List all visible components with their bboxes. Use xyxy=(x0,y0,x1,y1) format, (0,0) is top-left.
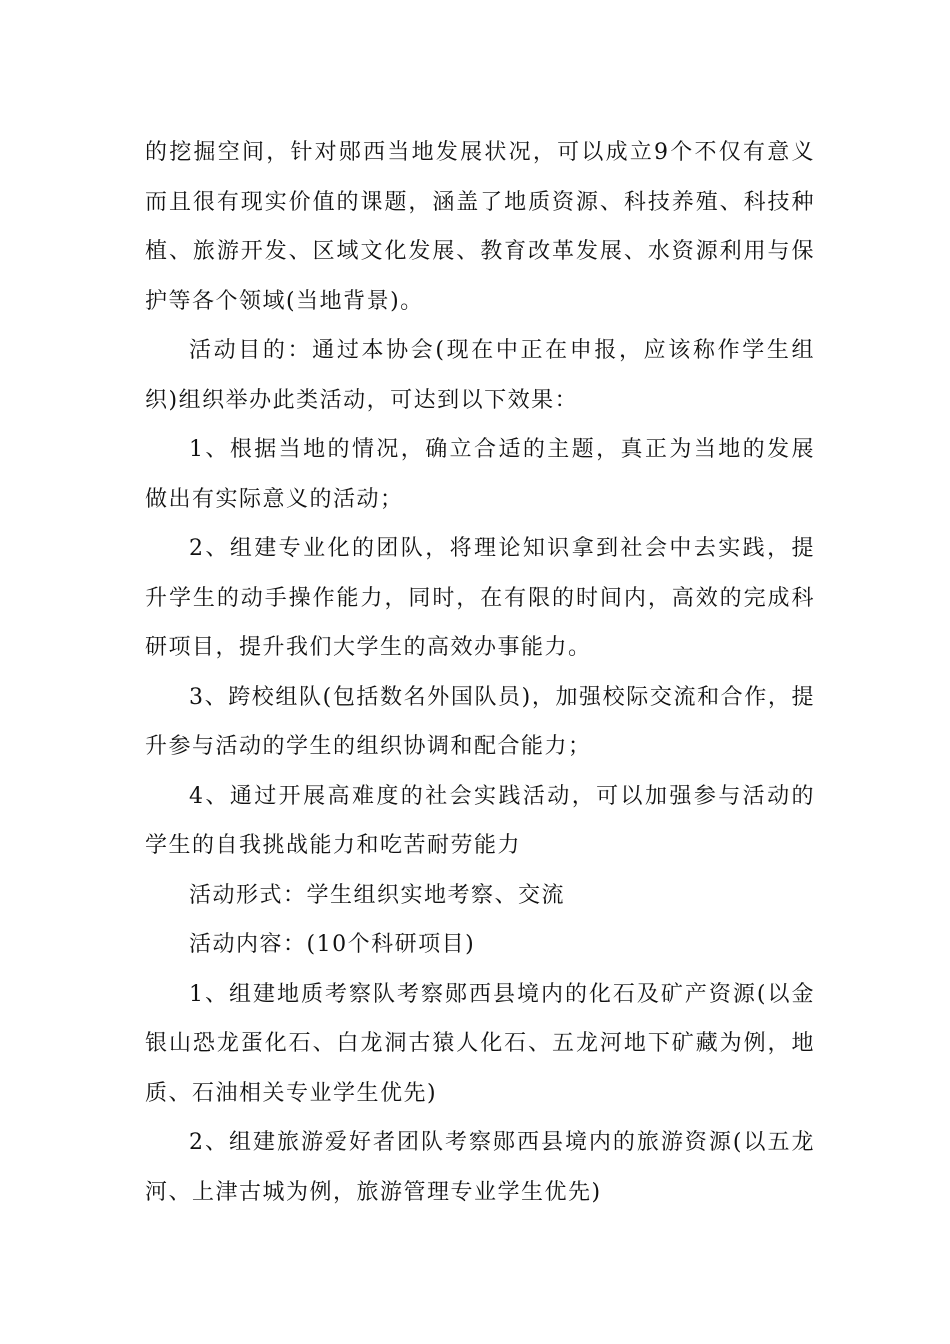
paragraph-content-item-2: 2、组建旅游爱好者团队考察郧西县境内的旅游资源(以五龙河、上津古城为例，旅游管理专业学生优先) xyxy=(145,1130,815,1205)
paragraph-purpose-item-4: 4、通过开展高难度的社会实践活动，可以加强参与活动的学生的自我挑战能力和吃苦耐劳能力 xyxy=(145,783,815,858)
paragraph-activity-content: 活动内容：(10个科研项目) xyxy=(189,932,476,957)
paragraph-purpose-item-1: 1、根据当地的情况，确立合适的主题，真正为当地的发展做出有实际意义的活动； xyxy=(145,437,815,512)
paragraph-activity-purpose: 活动目的：通过本协会(现在中正在申报，应该称作学生组织)组织举办此类活动，可达到以下效果： xyxy=(145,338,815,413)
document-body xyxy=(145,128,815,1217)
paragraph-content-item-1: 1、组建地质考察队考察郧西县境内的化石及矿产资源(以金银山恐龙蛋化石、白龙洞古猿人化石、五龙河地下矿藏为例，地质、石油相关专业学生优先) xyxy=(145,981,815,1106)
paragraph-purpose-item-3: 3、跨校组队(包括数名外国队员)，加强校际交流和合作，提升参与活动的学生的组织协调和配合能力； xyxy=(145,684,815,759)
paragraph-activity-form: 活动形式：学生组织实地考察、交流 xyxy=(189,882,566,908)
paragraph-background: 的挖掘空间，针对郧西当地发展状况，可以成立9个不仅有意义而且很有现实价值的课题，涵盖了地质资源、科技养殖、科技种植、旅游开发、区域文化发展、教育改革发展、水资源利用与保护等各个领域(当地背景)。 xyxy=(145,140,815,314)
paragraph-purpose-item-2: 2、组建专业化的团队，将理论知识拿到社会中去实践，提升学生的动手操作能力，同时，在有限的时间内，高效的完成科研项目，提升我们大学生的高效办事能力。 xyxy=(145,536,815,660)
